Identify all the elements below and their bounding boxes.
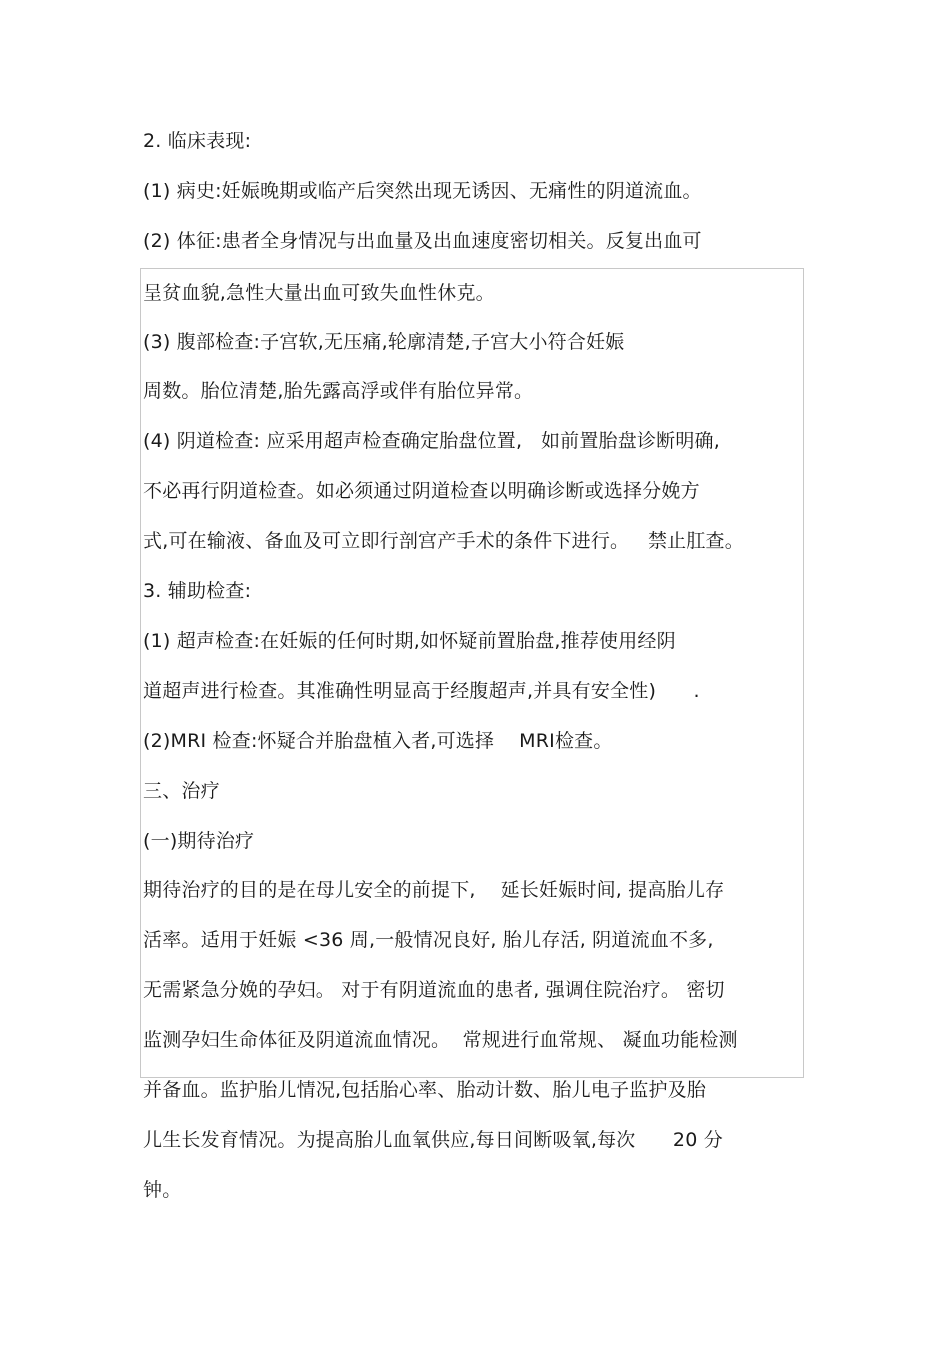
heading-expectant-treatment: (一)期待治疗 [143, 830, 255, 852]
paragraph-line: 儿生长发育情况。为提高胎儿血氧供应,每日间断吸氧,每次 20 分 [143, 1129, 723, 1151]
heading-auxiliary-exams: 3. 辅助检查: [143, 580, 252, 602]
paragraph-line: 监测孕妇生命体征及阴道流血情况。 常规进行血常规、 凝血功能检测 [143, 1029, 738, 1051]
paragraph-line: 无需紧急分娩的孕妇。 对于有阴道流血的患者, 强调住院治疗。 密切 [143, 979, 725, 1001]
heading-clinical-manifestations: 2. 临床表现: [143, 130, 252, 152]
paragraph-line: 周数。胎位清楚,胎先露高浮或伴有胎位异常。 [143, 380, 534, 402]
heading-treatment: 三、治疗 [143, 780, 220, 802]
paragraph-line: (3) 腹部检查:子宫软,无压痛,轮廓清楚,子宫大小符合妊娠 [143, 331, 625, 353]
paragraph-line: 不必再行阴道检查。如必须通过阴道检查以明确诊断或选择分娩方 [143, 480, 700, 502]
paragraph-line: (4) 阴道检查: 应采用超声检查确定胎盘位置, 如前置胎盘诊断明确, [143, 430, 720, 452]
paragraph-line: 道超声进行检查。其准确性明显高于经腹超声,并具有安全性) . [143, 680, 700, 702]
paragraph-line: (2) 体征:患者全身情况与出血量及出血速度密切相关。反复出血可 [143, 230, 702, 252]
paragraph-line: 呈贫血貌,急性大量出血可致失血性休克。 [143, 282, 495, 304]
paragraph-line: (1) 病史:妊娠晚期或临产后突然出现无诱因、无痛性的阴道流血。 [143, 180, 702, 202]
paragraph-line: 钟。 [143, 1179, 182, 1201]
paragraph-line: 期待治疗的目的是在母儿安全的前提下, 延长妊娠时间, 提高胎儿存 [143, 879, 725, 901]
paragraph-line: 式,可在输液、备血及可立即行剖宫产手术的条件下进行。 禁止肛查。 [143, 530, 744, 552]
paragraph-line: (1) 超声检查:在妊娠的任何时期,如怀疑前置胎盘,推荐使用经阴 [143, 630, 676, 652]
paragraph-line: 活率。适用于妊娠 <36 周,一般情况良好, 胎儿存活, 阴道流血不多, [143, 929, 714, 951]
paragraph-line: (2)MRI 检查:怀疑合并胎盘植入者,可选择 MRI检查。 [143, 730, 613, 752]
paragraph-line: 并备血。监护胎儿情况,包括胎心率、胎动计数、胎儿电子监护及胎 [143, 1079, 707, 1101]
